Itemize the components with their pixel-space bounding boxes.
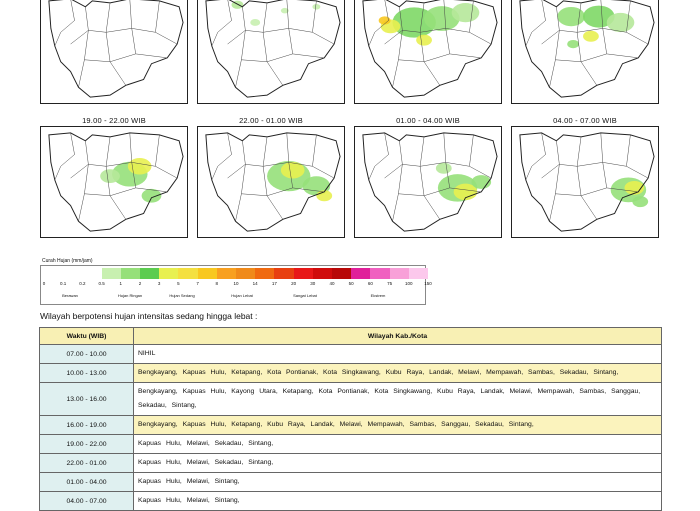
regency-border bbox=[289, 1, 317, 32]
regency-border bbox=[424, 196, 440, 220]
regency-border bbox=[626, 32, 648, 44]
regency-border bbox=[603, 28, 639, 57]
legend-tick-label: 1 bbox=[119, 281, 123, 286]
regency-border bbox=[369, 166, 375, 180]
table-row bbox=[40, 454, 662, 473]
legend-swatch bbox=[274, 268, 293, 279]
map-panel bbox=[511, 126, 659, 238]
rain-area bbox=[436, 163, 452, 174]
time-cell: 07.00 - 10.00 bbox=[40, 345, 134, 364]
legend-swatch bbox=[82, 268, 101, 279]
province-map bbox=[512, 127, 658, 237]
time-cell: 04.00 - 07.00 bbox=[40, 492, 134, 511]
legend-swatch bbox=[332, 268, 351, 279]
legend-tick-label: 60 bbox=[367, 281, 373, 286]
regency-border bbox=[312, 166, 334, 178]
legend-tick-label: 2 bbox=[138, 281, 142, 286]
legend-tick-label: 0.5 bbox=[98, 281, 105, 286]
legend-swatch bbox=[313, 268, 332, 279]
regions-cell: Bengkayang, Kapuas Hulu, Kayong Utara, Ketapang, Kota Pontianak, Kota Singkawang, Kubu Raya, Landak, Melawi, Mempawah, Sambas, Sanggau, Sekadau, Sintang, bbox=[134, 383, 662, 416]
regency-border bbox=[132, 1, 160, 32]
regency-border bbox=[235, 60, 241, 88]
rain-area bbox=[557, 7, 585, 26]
regency-border bbox=[88, 137, 110, 166]
regions-cell: Kapuas Hulu, Melawi, Sekadau, Sintang, bbox=[134, 435, 662, 454]
legend-swatch bbox=[255, 268, 274, 279]
map-panel bbox=[354, 0, 502, 104]
regency-border bbox=[241, 30, 267, 61]
time-cell: 16.00 - 19.00 bbox=[40, 416, 134, 435]
legend-tick-label: 0.1 bbox=[60, 281, 67, 286]
legend-swatch bbox=[409, 268, 428, 279]
regions-cell: Bengkayang, Kapuas Hulu, Ketapang, Kota Pontianak, Kota Singkawang, Kubu Raya, Landak, Melawi, Mempawah, Sambas, Sekadau, Sintang, bbox=[134, 364, 662, 383]
table-row bbox=[40, 364, 662, 383]
regency-border bbox=[526, 166, 532, 180]
province-map bbox=[41, 127, 187, 237]
regions-cell: Kapuas Hulu, Melawi, Sintang, bbox=[134, 492, 662, 511]
rain-area bbox=[250, 19, 260, 26]
regency-border bbox=[78, 60, 84, 88]
legend-tick-label: 8 bbox=[215, 281, 219, 286]
legend-swatch bbox=[44, 268, 63, 279]
map-panel-time-label: 01.00 - 04.00 WIB bbox=[396, 116, 460, 125]
regency-border bbox=[312, 32, 334, 44]
regency-border bbox=[218, 133, 232, 166]
regency-border bbox=[581, 62, 597, 86]
rain-area bbox=[100, 169, 120, 183]
legend-tick-label: 0 bbox=[42, 281, 46, 286]
table-row bbox=[40, 435, 662, 454]
regency-border bbox=[245, 3, 267, 32]
map-panel-time-label: 22.00 - 01.00 WIB bbox=[239, 116, 303, 125]
forecast-map-grid bbox=[40, 0, 660, 232]
legend-swatch bbox=[178, 268, 197, 279]
map-panel bbox=[197, 0, 345, 104]
time-column-header: Waktu (WIB) bbox=[40, 328, 134, 345]
regency-border bbox=[84, 30, 110, 61]
rain-region-table bbox=[39, 327, 662, 511]
regency-border bbox=[603, 135, 631, 166]
map-panel bbox=[40, 126, 188, 238]
rain-area bbox=[632, 196, 648, 207]
legend-tick-label: 20 bbox=[291, 281, 297, 286]
map-panel bbox=[40, 0, 188, 104]
province-map bbox=[512, 0, 658, 103]
regency-border bbox=[110, 62, 126, 86]
table-row bbox=[40, 345, 662, 364]
legend-tick-label: 10 bbox=[233, 281, 239, 286]
province-map bbox=[355, 0, 501, 103]
legend-tick-label: 17 bbox=[271, 281, 277, 286]
regency-border bbox=[549, 60, 555, 88]
section-heading: Wilayah berpotensi hujan intensitas sedang hingga lebat : bbox=[40, 311, 258, 321]
legend-tick-label: 150 bbox=[424, 281, 432, 286]
regency-border bbox=[369, 32, 375, 46]
map-panel-time-label: 19.00 - 22.00 WIB bbox=[82, 116, 146, 125]
regency-border bbox=[532, 133, 546, 166]
legend-swatch bbox=[217, 268, 236, 279]
regency-border bbox=[555, 164, 581, 195]
legend-swatch bbox=[121, 268, 140, 279]
legend-tick-label: 50 bbox=[348, 281, 354, 286]
regency-border bbox=[549, 194, 555, 222]
rain-area bbox=[567, 40, 579, 48]
legend-tick-label: 30 bbox=[310, 281, 316, 286]
table-row bbox=[40, 383, 662, 416]
regency-border bbox=[235, 194, 241, 222]
region-column-header: Wilayah Kab./Kota bbox=[134, 328, 662, 345]
regency-border bbox=[581, 196, 597, 220]
regions-cell: Kapuas Hulu, Melawi, Sintang, bbox=[134, 473, 662, 492]
legend-tick-label: 75 bbox=[387, 281, 393, 286]
legend-swatch bbox=[140, 268, 159, 279]
province-map bbox=[41, 0, 187, 103]
regency-border bbox=[61, 0, 75, 32]
regency-border bbox=[132, 28, 168, 57]
regency-border bbox=[241, 164, 267, 195]
regency-border bbox=[212, 166, 218, 180]
regency-border bbox=[446, 135, 474, 166]
province-map bbox=[198, 127, 344, 237]
table-row bbox=[40, 492, 662, 511]
legend-category-label: Hujan Lebat bbox=[231, 293, 253, 298]
regency-border bbox=[375, 133, 389, 166]
regency-border bbox=[212, 32, 218, 46]
legend-category-label: Berawan bbox=[62, 293, 78, 298]
regency-border bbox=[424, 62, 440, 86]
rain-area bbox=[128, 158, 152, 175]
regency-border bbox=[532, 0, 546, 32]
province-map bbox=[198, 0, 344, 103]
map-panel bbox=[197, 126, 345, 238]
legend-tick-label: 0.2 bbox=[79, 281, 86, 286]
province-border bbox=[206, 0, 340, 97]
regency-border bbox=[267, 196, 283, 220]
province-border bbox=[49, 133, 183, 231]
regency-border bbox=[155, 32, 177, 44]
regency-border bbox=[55, 32, 61, 46]
regency-border bbox=[289, 28, 325, 57]
legend-tick-label: 5 bbox=[177, 281, 180, 286]
legend-swatch bbox=[198, 268, 217, 279]
regency-border bbox=[155, 166, 177, 178]
table-header-row bbox=[40, 328, 662, 345]
legend-swatch bbox=[102, 268, 121, 279]
map-panel-time-label: 04.00 - 07.00 WIB bbox=[553, 116, 617, 125]
legend-tick-label: 7 bbox=[196, 281, 199, 286]
legend-title: Curah Hujan (mm/jam) bbox=[42, 258, 93, 264]
legend-tick-label: 3 bbox=[157, 281, 161, 286]
map-panel bbox=[511, 0, 659, 104]
time-cell: 01.00 - 04.00 bbox=[40, 473, 134, 492]
regency-border bbox=[446, 28, 482, 57]
legend-category-label: Sangat Lebat bbox=[293, 293, 317, 298]
legend-tick-label: 14 bbox=[252, 281, 258, 286]
regency-border bbox=[402, 137, 424, 166]
time-cell: 22.00 - 01.00 bbox=[40, 454, 134, 473]
table-row bbox=[40, 473, 662, 492]
legend-swatch bbox=[294, 268, 313, 279]
legend-swatch bbox=[63, 268, 82, 279]
regency-border bbox=[392, 60, 398, 88]
legend-category-label: Ekstrem bbox=[370, 293, 386, 298]
time-cell: 19.00 - 22.00 bbox=[40, 435, 134, 454]
regency-border bbox=[398, 164, 424, 195]
table-row bbox=[40, 416, 662, 435]
regency-border bbox=[106, 32, 136, 61]
regency-border bbox=[110, 196, 126, 220]
regency-border bbox=[55, 166, 61, 180]
legend-swatch bbox=[351, 268, 370, 279]
regions-cell: NIHIL bbox=[134, 345, 662, 364]
rain-area bbox=[416, 35, 432, 46]
legend-swatch bbox=[159, 268, 178, 279]
legend-swatch bbox=[236, 268, 255, 279]
regency-border bbox=[392, 194, 398, 222]
rain-area bbox=[607, 13, 635, 32]
time-cell: 10.00 - 13.00 bbox=[40, 364, 134, 383]
legend-category-label: Hujan Sedang bbox=[169, 293, 195, 298]
regency-border bbox=[245, 137, 267, 166]
rainfall-legend bbox=[40, 258, 432, 306]
legend-tick-label: 40 bbox=[329, 281, 335, 286]
legend-swatch bbox=[370, 268, 389, 279]
rain-area bbox=[583, 31, 599, 42]
regency-border bbox=[526, 32, 532, 46]
legend-category-label: Hujan Ringan bbox=[117, 293, 143, 298]
regency-border bbox=[61, 133, 75, 166]
regions-cell: Bengkayang, Kapuas Hulu, Ketapang, Kubu Raya, Landak, Melawi, Mempawah, Sambas, Sanggau, Sekadau, Sintang, bbox=[134, 416, 662, 435]
regency-border bbox=[626, 166, 648, 178]
province-map bbox=[355, 127, 501, 237]
regency-border bbox=[218, 0, 232, 32]
regions-cell: Kapuas Hulu, Melawi, Sekadau, Sintang, bbox=[134, 454, 662, 473]
regency-border bbox=[88, 3, 110, 32]
regency-border bbox=[469, 32, 491, 44]
regency-border bbox=[263, 32, 293, 61]
legend-swatch bbox=[390, 268, 409, 279]
map-panel bbox=[354, 126, 502, 238]
rain-area bbox=[452, 3, 480, 22]
regency-border bbox=[559, 137, 581, 166]
regency-border bbox=[577, 166, 607, 195]
time-cell: 13.00 - 16.00 bbox=[40, 383, 134, 416]
province-border bbox=[49, 0, 183, 97]
regency-border bbox=[267, 62, 283, 86]
regency-border bbox=[78, 194, 84, 222]
legend-tick-label: 100 bbox=[405, 281, 413, 286]
rain-area bbox=[312, 4, 320, 10]
